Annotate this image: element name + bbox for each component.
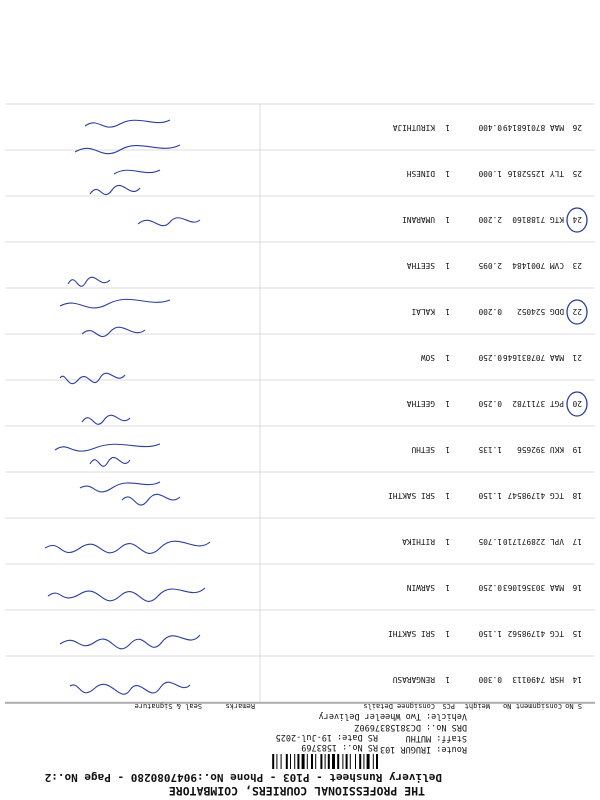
col-consignment: Consignment No xyxy=(502,702,562,710)
cell-consignment: TCG 41798562 xyxy=(507,629,564,638)
rs-date: RS Date: 19-Jul-2025 xyxy=(275,732,378,742)
cell-consignment: MAA 303561063 xyxy=(502,583,564,592)
cell-consignment: MAA 870168149 xyxy=(502,123,564,132)
cell-consignee: RITHIKA xyxy=(402,537,435,546)
cell-weight: 0.200 xyxy=(478,307,502,316)
cell-sno: 16 xyxy=(572,583,582,592)
cell-sno: 18 xyxy=(572,491,582,500)
cell-sno: 14 xyxy=(572,675,582,684)
handwritten-signature xyxy=(75,120,180,154)
cell-consignment: TLY 12552816 xyxy=(507,169,564,178)
cell-pcs: 1 xyxy=(445,215,450,224)
cell-consignment: TCG 41798547 xyxy=(507,491,564,500)
cell-pcs: 1 xyxy=(445,307,450,316)
cell-sno: 24 xyxy=(572,215,582,224)
cell-consignment: KTG 7188160 xyxy=(512,215,564,224)
circled-serial-mark xyxy=(567,208,587,232)
col-weight: Weight xyxy=(464,702,490,710)
cell-consignee: KIRUTHIJA xyxy=(392,123,435,132)
cell-weight: 2.095 xyxy=(478,261,502,270)
cell-pcs: 1 xyxy=(445,261,450,270)
cell-consignee: KALAI xyxy=(411,307,435,316)
cell-consignment: VPL 228971710 xyxy=(502,537,564,546)
cell-weight: 0.250 xyxy=(478,399,502,408)
col-consignee: Consignee Details xyxy=(363,702,435,710)
cell-consignment: MAA 707831646 xyxy=(502,353,564,362)
cell-sno: 20 xyxy=(572,399,582,408)
cell-consignee: RENGARASU xyxy=(392,675,435,684)
cell-weight: 1.000 xyxy=(478,169,502,178)
cell-consignee: GEETHA xyxy=(406,399,435,408)
col-remarks: Remarks xyxy=(225,702,255,710)
handwritten-signature xyxy=(55,444,160,466)
cell-consignee: DINESH xyxy=(406,169,435,178)
cell-consignee: SEETHA xyxy=(406,261,435,270)
runsheet-subtitle: Delivery Runsheet - P103 - Phone No.:9047080280 - Page No.:2 xyxy=(44,771,442,784)
cell-weight: 0.300 xyxy=(478,675,502,684)
cell-pcs: 1 xyxy=(445,675,450,684)
handwritten-signature xyxy=(60,635,200,649)
cell-pcs: 1 xyxy=(445,537,450,546)
rs-number: RS No.: 1583769 xyxy=(301,742,378,752)
handwritten-signature xyxy=(60,373,125,383)
cell-sno: 25 xyxy=(572,169,582,178)
cell-consignment: DDG 524052 xyxy=(517,307,564,316)
cell-weight: 1.150 xyxy=(478,491,502,500)
cell-consignment: PGT 3711782 xyxy=(512,399,564,408)
cell-consignment: HSR 7490113 xyxy=(512,675,564,684)
cell-sno: 21 xyxy=(572,353,582,362)
cell-pcs: 1 xyxy=(445,491,450,500)
handwritten-signature xyxy=(45,541,210,553)
cell-sno: 26 xyxy=(572,123,582,132)
cell-pcs: 1 xyxy=(445,629,450,638)
cell-consignment: KKU 392656 xyxy=(517,445,564,454)
circled-serial-mark xyxy=(567,392,587,416)
col-seal: Seal & Signature xyxy=(134,702,202,710)
cell-pcs: 1 xyxy=(445,123,450,132)
circled-serial-mark xyxy=(567,300,587,324)
cell-consignment: CVM 7001484 xyxy=(512,261,564,270)
handwritten-signature xyxy=(82,415,130,424)
cell-pcs: 1 xyxy=(445,353,450,362)
cell-weight: 1.150 xyxy=(478,629,502,638)
cell-weight: 0.400 xyxy=(478,123,502,132)
handwritten-signature xyxy=(80,482,180,505)
handwritten-signature xyxy=(70,682,190,694)
cell-weight: 0.250 xyxy=(478,353,502,362)
route: Route: IRUGUR 103 xyxy=(380,744,467,754)
cell-weight: 2.200 xyxy=(478,215,502,224)
cell-consignee: UMARANI xyxy=(402,215,435,224)
cell-sno: 19 xyxy=(572,445,582,454)
cell-consignee: SARWIN xyxy=(406,583,435,592)
cell-pcs: 1 xyxy=(445,583,450,592)
handwritten-signature xyxy=(90,170,160,195)
handwritten-signature xyxy=(60,299,170,336)
cell-pcs: 1 xyxy=(445,445,450,454)
vehicle: Vehicle: Two Wheeler Delivery xyxy=(318,711,467,721)
cell-weight: 0.250 xyxy=(478,583,502,592)
cell-consignee: SRI SAKTHI xyxy=(388,491,435,500)
handwritten-signature xyxy=(138,218,200,226)
cell-sno: 22 xyxy=(572,307,582,316)
cell-pcs: 1 xyxy=(445,399,450,408)
cell-consignee: SRI SAKTHI xyxy=(388,629,435,638)
cell-weight: 1.135 xyxy=(478,445,502,454)
cell-weight: 1.705 xyxy=(478,537,502,546)
col-pcs: PCS xyxy=(442,702,455,710)
cell-sno: 15 xyxy=(572,629,582,638)
company-title: THE PROFESSIONAL COURIERS, COIMBATORE xyxy=(168,784,425,798)
cell-sno: 17 xyxy=(572,537,582,546)
cell-consignee: SOW xyxy=(420,353,435,362)
drs-number: DRS No.: DC3815837690Z xyxy=(354,722,467,732)
handwritten-signature xyxy=(48,588,205,601)
cell-consignee: SETHU xyxy=(411,445,435,454)
handwritten-signature xyxy=(68,277,110,286)
col-sno: S No xyxy=(565,702,582,710)
staff: Staff: MUTHU xyxy=(405,733,467,743)
cell-pcs: 1 xyxy=(445,169,450,178)
cell-sno: 23 xyxy=(572,261,582,270)
